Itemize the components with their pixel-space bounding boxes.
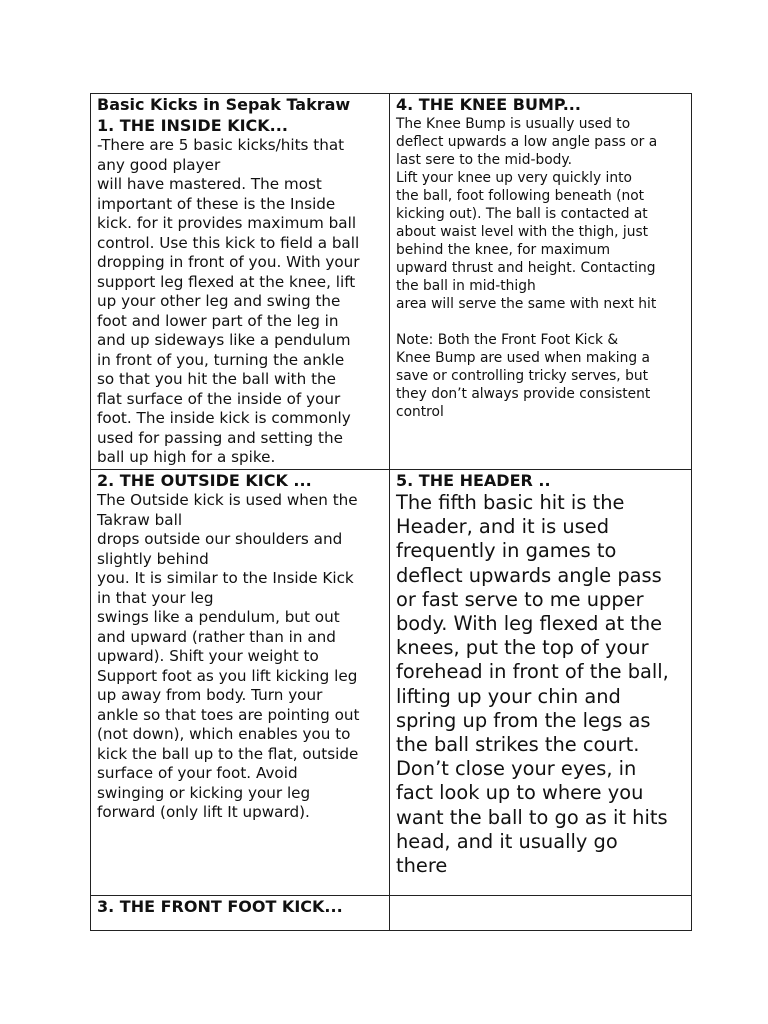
cell-front-foot-kick xyxy=(91,896,390,931)
table-row xyxy=(91,94,692,470)
table-row xyxy=(91,470,692,896)
cell-knee-bump xyxy=(390,94,692,470)
heading-front-foot-kick: 3. THE FRONT FOOT KICK... xyxy=(97,897,343,916)
heading-inside-kick: 1. THE INSIDE KICK... xyxy=(97,116,288,135)
text-outside-kick: The Outside kick is used when the Takraw ball drops outside our shoulders and slightly behind you. It is similar to the Inside Kick in that your leg swings like a pendulum, but out and upward (rather than in and upward). Shift your weight to Support foot as you lift kicking leg up away from body. Turn your ankle so that toes are pointing out (not down), which enables you to kick the ball up to the flat, outside surface of your foot. Avoid swinging or kicking your leg forward (only lift It upward). xyxy=(97,491,360,821)
kicks-table xyxy=(90,93,692,931)
heading-outside-kick: 2. THE OUTSIDE KICK ... xyxy=(97,471,312,490)
text-knee-bump-note: Note: Both the Front Foot Kick & Knee Bump are used when making a save or controlling tricky serves, but they don’t always provide consistent control xyxy=(396,332,651,420)
text-header: The fifth basic hit is the Header, and it is used frequently in games to deflect upwards angle pass or fast serve to me upper body. With leg flexed at the knees, put the top of your forehead in front of the ball, lifting up your chin and spring up from the legs as the ball strikes the court. Don’t close your eyes, in fact look up to where you want the ball to go as it hits head, and it usually go there xyxy=(396,491,669,878)
text-inside-kick: -There are 5 basic kicks/hits that any good player will have mastered. The most important of these is the Inside kick. for it provides maximum ball control. Use this kick to field a ball dropping in front of you. With your support leg flexed at the knee, lift up your other leg and swing the foot and lower part of the leg in and up sideways like a pendulum in front of you, turning the ankle so that you hit the ball with the flat surface of the inside of your foot. The inside kick is commonly used for passing and setting the ball up high for a spike. xyxy=(97,136,360,466)
heading-header: 5. THE HEADER .. xyxy=(396,471,551,490)
table-row xyxy=(91,896,692,931)
text-knee-bump: The Knee Bump is usually used to deflect upwards a low angle pass or a last sere to the mid-body. Lift your knee up very quickly into the ball, foot following beneath (not kicking out). The ball is contacted at about waist level with the thigh, just behind the knee, for maximum upward thrust and height. Contacting the ball in mid-thigh area will serve the same with next hit xyxy=(396,116,658,312)
cell-empty xyxy=(390,896,692,931)
document-title: Basic Kicks in Sepak Takraw xyxy=(97,95,351,114)
heading-knee-bump: 4. THE KNEE BUMP... xyxy=(396,95,581,114)
cell-inside-kick xyxy=(91,94,390,470)
paragraph-gap xyxy=(396,313,685,331)
cell-header xyxy=(390,470,692,896)
cell-outside-kick xyxy=(91,470,390,896)
